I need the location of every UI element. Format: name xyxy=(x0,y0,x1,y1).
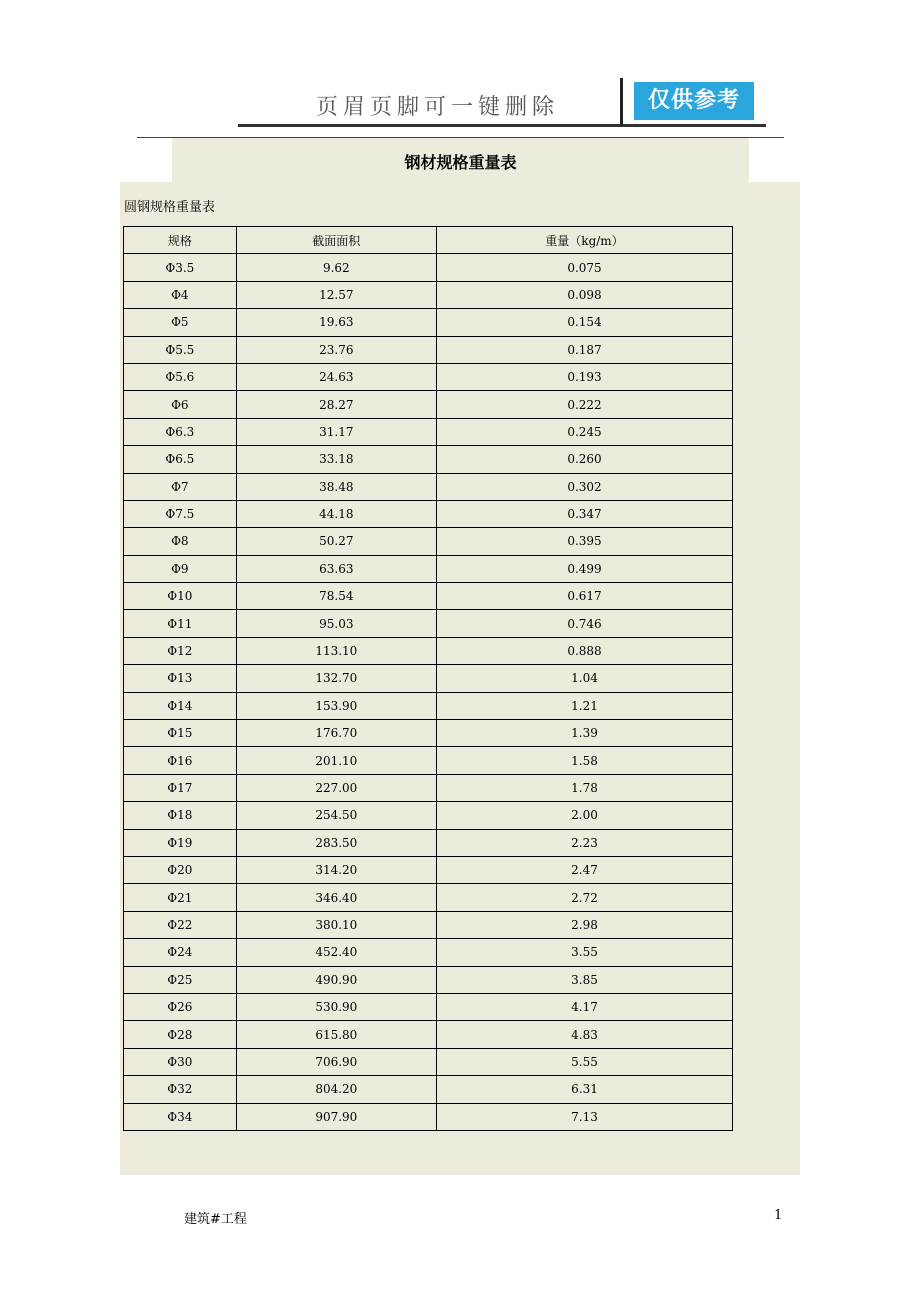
table-row xyxy=(124,528,733,555)
page-number: 1 xyxy=(774,1208,783,1223)
cell-spec: Φ5 xyxy=(124,309,237,336)
cell-weight: 1.78 xyxy=(436,774,732,801)
cell-spec: Φ17 xyxy=(124,774,237,801)
cell-area: 346.40 xyxy=(236,884,436,911)
cell-area: 380.10 xyxy=(236,911,436,938)
table-row xyxy=(124,720,733,747)
cell-area: 907.90 xyxy=(236,1103,436,1130)
cell-area: 227.00 xyxy=(236,774,436,801)
cell-spec: Φ28 xyxy=(124,1021,237,1048)
table-row xyxy=(124,637,733,664)
table-row xyxy=(124,1076,733,1103)
table-row xyxy=(124,583,733,610)
cell-area: 12.57 xyxy=(236,281,436,308)
cell-weight: 4.83 xyxy=(436,1021,732,1048)
cell-weight: 4.17 xyxy=(436,993,732,1020)
table-panel xyxy=(120,182,800,1175)
title-panel xyxy=(172,138,749,182)
cell-weight: 6.31 xyxy=(436,1076,732,1103)
cell-area: 153.90 xyxy=(236,692,436,719)
cell-area: 804.20 xyxy=(236,1076,436,1103)
cell-spec: Φ5.6 xyxy=(124,363,237,390)
table-row xyxy=(124,363,733,390)
table-row xyxy=(124,309,733,336)
table-row xyxy=(124,993,733,1020)
cell-spec: Φ19 xyxy=(124,829,237,856)
cell-spec: Φ30 xyxy=(124,1048,237,1075)
cell-area: 254.50 xyxy=(236,802,436,829)
cell-weight: 0.187 xyxy=(436,336,732,363)
table-row xyxy=(124,856,733,883)
cell-spec: Φ6 xyxy=(124,391,237,418)
cell-weight: 0.154 xyxy=(436,309,732,336)
table-row xyxy=(124,1103,733,1130)
footer-text: 建筑#工程 xyxy=(184,1212,247,1227)
table-row xyxy=(124,884,733,911)
table-row xyxy=(124,692,733,719)
cell-spec: Φ11 xyxy=(124,610,237,637)
table-row xyxy=(124,473,733,500)
spec-weight-table xyxy=(123,226,733,1131)
table-row xyxy=(124,747,733,774)
cell-weight: 0.617 xyxy=(436,583,732,610)
table-row xyxy=(124,391,733,418)
header-banner-text: 页眉页脚可一键删除 xyxy=(316,95,560,120)
table-row xyxy=(124,1048,733,1075)
table-row xyxy=(124,966,733,993)
header-underline xyxy=(238,124,766,127)
cell-spec: Φ24 xyxy=(124,939,237,966)
cell-weight: 1.04 xyxy=(436,665,732,692)
cell-spec: Φ10 xyxy=(124,583,237,610)
cell-weight: 0.260 xyxy=(436,446,732,473)
cell-spec: Φ25 xyxy=(124,966,237,993)
cell-area: 490.90 xyxy=(236,966,436,993)
cell-area: 201.10 xyxy=(236,747,436,774)
cell-spec: Φ20 xyxy=(124,856,237,883)
cell-spec: Φ14 xyxy=(124,692,237,719)
cell-weight: 2.00 xyxy=(436,802,732,829)
cell-area: 23.76 xyxy=(236,336,436,363)
cell-weight: 2.23 xyxy=(436,829,732,856)
table-body xyxy=(124,254,733,1131)
cell-area: 132.70 xyxy=(236,665,436,692)
cell-spec: Φ21 xyxy=(124,884,237,911)
cell-area: 63.63 xyxy=(236,555,436,582)
cell-spec: Φ16 xyxy=(124,747,237,774)
table-row xyxy=(124,665,733,692)
table-row xyxy=(124,774,733,801)
cell-area: 113.10 xyxy=(236,637,436,664)
table-row xyxy=(124,610,733,637)
header-cell-area: 截面面积 xyxy=(236,227,436,254)
cell-area: 530.90 xyxy=(236,993,436,1020)
table-row xyxy=(124,802,733,829)
cell-spec: Φ7 xyxy=(124,473,237,500)
table-row xyxy=(124,939,733,966)
table-subtitle: 圆钢规格重量表 xyxy=(124,200,216,215)
cell-spec: Φ22 xyxy=(124,911,237,938)
cell-spec: Φ12 xyxy=(124,637,237,664)
cell-weight: 2.98 xyxy=(436,911,732,938)
cell-area: 9.62 xyxy=(236,254,436,281)
cell-weight: 0.888 xyxy=(436,637,732,664)
table-row xyxy=(124,1021,733,1048)
cell-area: 28.27 xyxy=(236,391,436,418)
cell-weight: 0.222 xyxy=(436,391,732,418)
cell-weight: 1.39 xyxy=(436,720,732,747)
cell-weight: 1.58 xyxy=(436,747,732,774)
cell-area: 38.48 xyxy=(236,473,436,500)
cell-area: 33.18 xyxy=(236,446,436,473)
header-cell-spec: 规格 xyxy=(124,227,237,254)
cell-weight: 5.55 xyxy=(436,1048,732,1075)
cell-weight: 0.395 xyxy=(436,528,732,555)
table-row xyxy=(124,418,733,445)
cell-area: 176.70 xyxy=(236,720,436,747)
table-header-row xyxy=(124,227,733,254)
cell-area: 19.63 xyxy=(236,309,436,336)
cell-spec: Φ18 xyxy=(124,802,237,829)
reference-only-badge: 仅供参考 xyxy=(634,82,754,120)
cell-weight: 0.499 xyxy=(436,555,732,582)
cell-weight: 0.075 xyxy=(436,254,732,281)
cell-weight: 0.746 xyxy=(436,610,732,637)
cell-spec: Φ8 xyxy=(124,528,237,555)
cell-weight: 0.347 xyxy=(436,500,732,527)
cell-weight: 3.85 xyxy=(436,966,732,993)
cell-area: 452.40 xyxy=(236,939,436,966)
cell-spec: Φ13 xyxy=(124,665,237,692)
cell-weight: 1.21 xyxy=(436,692,732,719)
cell-spec: Φ5.5 xyxy=(124,336,237,363)
cell-area: 31.17 xyxy=(236,418,436,445)
cell-weight: 0.245 xyxy=(436,418,732,445)
table-row xyxy=(124,254,733,281)
cell-area: 24.63 xyxy=(236,363,436,390)
cell-weight: 0.098 xyxy=(436,281,732,308)
cell-weight: 0.193 xyxy=(436,363,732,390)
cell-weight: 0.302 xyxy=(436,473,732,500)
cell-spec: Φ6.3 xyxy=(124,418,237,445)
cell-area: 314.20 xyxy=(236,856,436,883)
cell-area: 283.50 xyxy=(236,829,436,856)
cell-area: 78.54 xyxy=(236,583,436,610)
cell-area: 50.27 xyxy=(236,528,436,555)
header-divider xyxy=(620,78,623,126)
cell-area: 95.03 xyxy=(236,610,436,637)
cell-spec: Φ34 xyxy=(124,1103,237,1130)
cell-area: 615.80 xyxy=(236,1021,436,1048)
cell-area: 706.90 xyxy=(236,1048,436,1075)
table-row xyxy=(124,336,733,363)
table-row xyxy=(124,829,733,856)
cell-spec: Φ32 xyxy=(124,1076,237,1103)
table-row xyxy=(124,555,733,582)
cell-spec: Φ7.5 xyxy=(124,500,237,527)
header-banner xyxy=(238,78,768,128)
cell-spec: Φ26 xyxy=(124,993,237,1020)
cell-weight: 2.72 xyxy=(436,884,732,911)
cell-area: 44.18 xyxy=(236,500,436,527)
cell-spec: Φ6.5 xyxy=(124,446,237,473)
cell-spec: Φ3.5 xyxy=(124,254,237,281)
header-cell-weight: 重量（kg/m） xyxy=(436,227,732,254)
table-row xyxy=(124,281,733,308)
table-row xyxy=(124,500,733,527)
cell-spec: Φ9 xyxy=(124,555,237,582)
cell-spec: Φ15 xyxy=(124,720,237,747)
cell-spec: Φ4 xyxy=(124,281,237,308)
cell-weight: 7.13 xyxy=(436,1103,732,1130)
table-row xyxy=(124,446,733,473)
cell-weight: 3.55 xyxy=(436,939,732,966)
cell-weight: 2.47 xyxy=(436,856,732,883)
table-row xyxy=(124,911,733,938)
document-title: 钢材规格重量表 xyxy=(404,153,517,172)
